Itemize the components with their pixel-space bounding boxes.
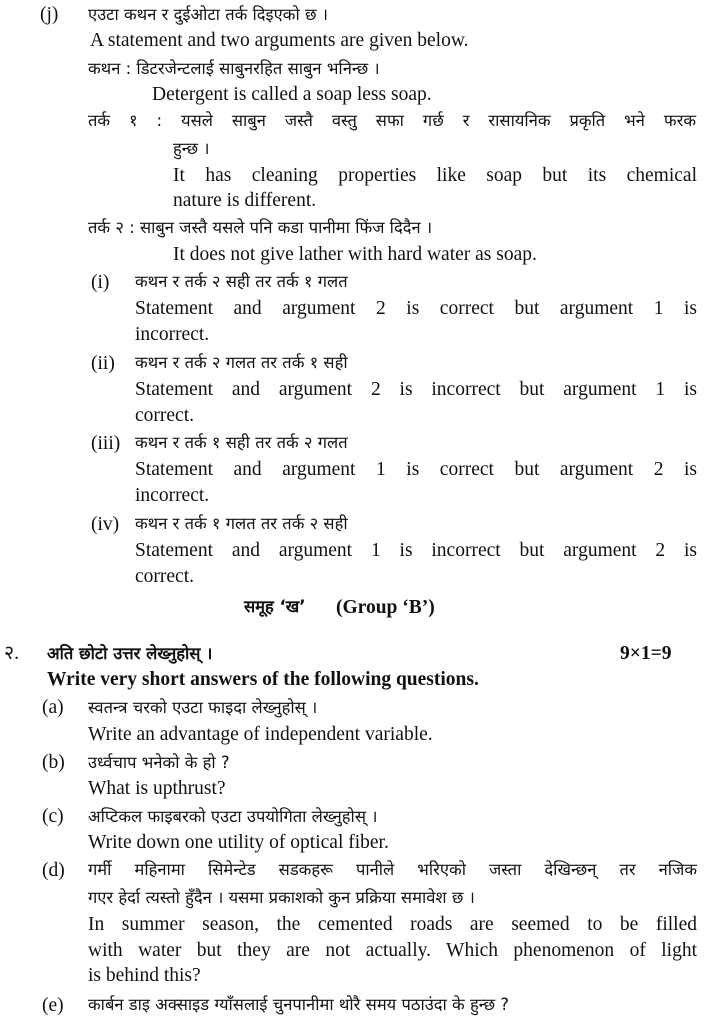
statement-en: Detergent is called a soap less soap. [152, 84, 432, 105]
question-j-label: (j) [40, 4, 59, 25]
option-np: कथन र तर्क २ सही तर तर्क १ गलत [135, 272, 348, 291]
item-label: (e) [42, 995, 64, 1016]
option-en-line1: Statement and argument 1 is correct but argument 2 is [135, 459, 697, 480]
argument-1-np-line1: तर्क १ : यसले साबुन जस्तै वस्तु सफा गर्छ र रासायनिक प्रकृति भने फरक [88, 111, 696, 130]
item-np-line2: गएर हेर्दा त्यस्तो हुँदैन । यसमा प्रकाशको कुन प्रक्रिया समावेश छ । [88, 888, 475, 907]
question-2-marks: 9×1=9 [620, 643, 672, 664]
item-en-line1: In summer season, the cemented roads are seemed to be filled [88, 914, 697, 935]
item-en: Write down one utility of optical fiber. [88, 832, 389, 853]
item-np: उर्ध्वचाप भनेको के हो ? [88, 753, 230, 772]
option-en-line2: correct. [135, 405, 194, 426]
item-label: (a) [42, 697, 64, 718]
statement-np: कथन : डिटरजेन्टलाई साबुनरहित साबुन भनिन्छ । [88, 59, 380, 78]
option-label: (iii) [91, 433, 121, 454]
argument-1-en-line2: nature is different. [173, 190, 317, 211]
option-en-line2: correct. [135, 566, 194, 587]
item-label: (c) [42, 806, 64, 827]
item-en-line2: with water but they are not actually. Which phenomenon of light [88, 940, 697, 961]
item-en-line3: is behind this? [88, 965, 201, 986]
option-np: कथन र तर्क १ गलत तर तर्क २ सही [135, 514, 348, 533]
item-np: अप्टिकल फाइबरको एउटा उपयोगिता लेख्नुहोस् । [88, 807, 378, 826]
option-en-line2: incorrect. [135, 324, 210, 345]
item-en: What is upthrust? [88, 778, 226, 799]
question-j-intro-en: A statement and two arguments are given below. [90, 30, 469, 51]
item-label: (d) [42, 860, 65, 881]
argument-1-np-line2: हुन्छ । [173, 139, 210, 158]
option-en-line2: incorrect. [135, 485, 210, 506]
option-np: कथन र तर्क १ सही तर तर्क २ गलत [135, 433, 348, 452]
option-label: (ii) [91, 353, 115, 374]
option-np: कथन र तर्क २ गलत तर तर्क १ सही [135, 353, 348, 372]
option-label: (iv) [91, 514, 120, 535]
item-np: कार्बन डाइ अक्साइड ग्याँसलाई चुनपानीमा थोरै समय पठाउंदा के हुन्छ ? [88, 995, 510, 1014]
option-en-line1: Statement and argument 2 is correct but argument 1 is [135, 298, 697, 319]
item-np: स्वतन्त्र चरको एउटा फाइदा लेख्नुहोस् । [88, 698, 318, 717]
question-2-title-np: अति छोटो उत्तर लेख्नुहोस् । [47, 644, 213, 663]
option-en-line1: Statement and argument 2 is incorrect but argument 1 is [135, 379, 697, 400]
item-label: (b) [42, 752, 65, 773]
question-2-number: २. [4, 643, 20, 664]
item-en: Write an advantage of independent variable. [88, 724, 433, 745]
item-np-line1: गर्मी महिनामा सिमेन्टेड सडकहरू पानीले भरिएको जस्ता देखिन्छन् तर नजिक [88, 860, 697, 879]
argument-1-en-line1: It has cleaning properties like soap but its chemical [173, 165, 697, 186]
group-b-np: समूह ‘ख’ [244, 597, 306, 616]
question-j-intro-np: एउटा कथन र दुईओटा तर्क दिइएको छ । [88, 5, 329, 24]
group-b-en: (Group ‘B’) [336, 597, 435, 618]
question-2-title-en: Write very short answers of the following questions. [47, 669, 479, 690]
argument-2-np: तर्क २ : साबुन जस्तै यसले पनि कडा पानीमा फिंज दिदैन । [88, 218, 433, 237]
argument-2-en: It does not give lather with hard water as soap. [173, 244, 537, 265]
option-label: (i) [91, 272, 110, 293]
option-en-line1: Statement and argument 1 is incorrect but argument 2 is [135, 540, 697, 561]
